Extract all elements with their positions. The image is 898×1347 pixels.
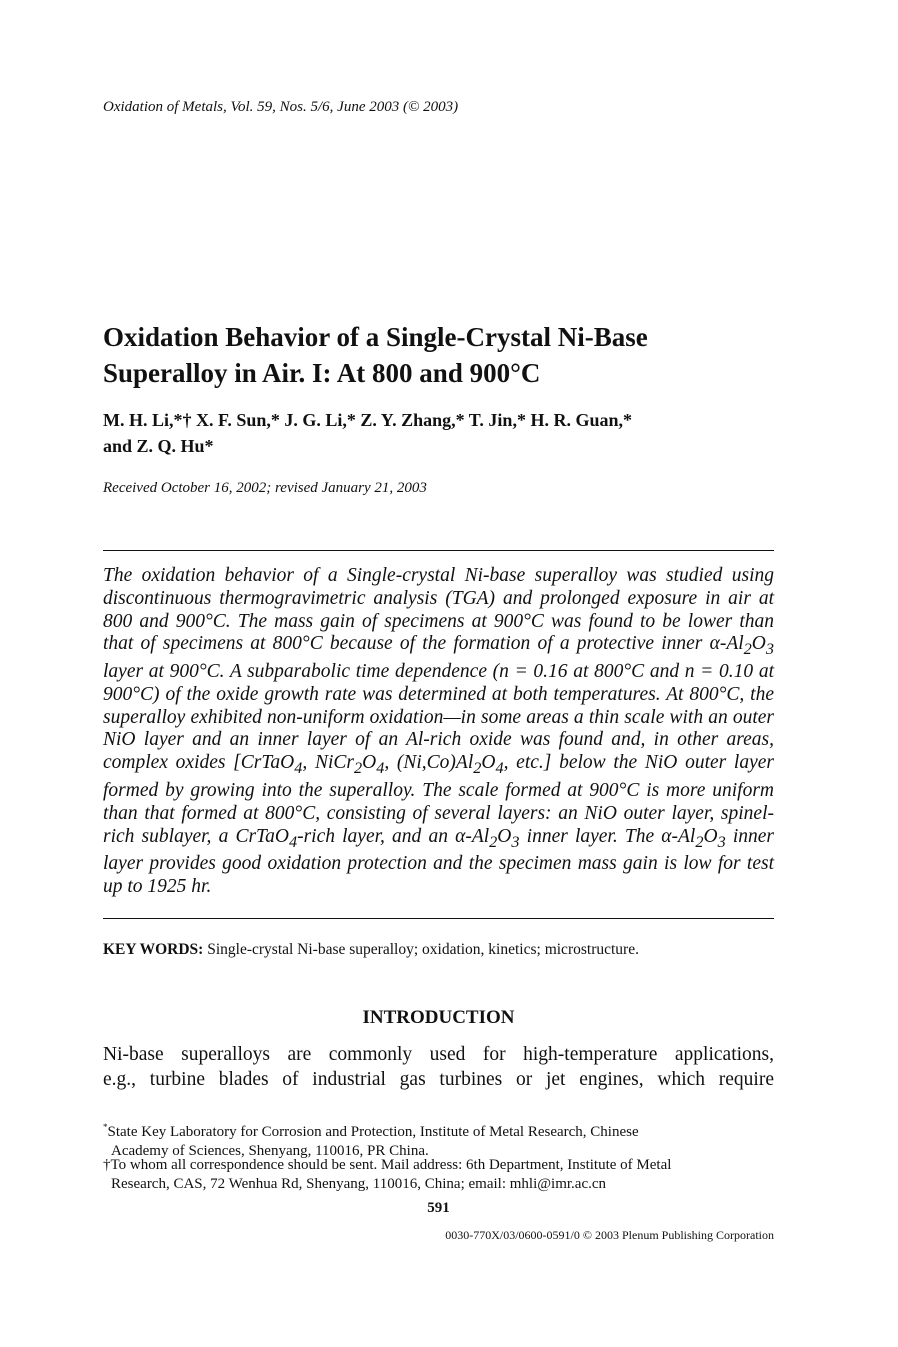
title-line: Oxidation Behavior of a Single-Crystal Ni-Base [103, 322, 648, 352]
journal-citation: Oxidation of Metals, Vol. 59, Nos. 5/6, June 2003 (© 2003) [103, 99, 459, 115]
footnote-text: Research, CAS, 72 Wenhua Rd, Shenyang, 110016, China; email: mhli@imr.ac.cn [111, 1176, 607, 1192]
keywords-text: Single-crystal Ni-base superalloy; oxidation, kinetics; microstructure. [203, 941, 639, 958]
received-dates: Received October 16, 2002; revised January 21, 2003 [103, 480, 427, 496]
subscript: 4 [288, 832, 298, 851]
abstract-text: O [751, 633, 766, 655]
abstract-text: inner layer provides good oxidation protection and the specimen mass gain is low for test up to 1925 hr. [103, 825, 774, 898]
subscript: 2 [473, 759, 482, 778]
subscript: 2 [353, 759, 363, 778]
footnote-text: †To whom all correspondence should be sent. Mail address: 6th Department, Institute of Metal [103, 1157, 672, 1173]
subscript: 2 [489, 832, 498, 851]
subscript: 2 [695, 832, 704, 851]
subscript: 3 [765, 640, 774, 659]
footnote-mark: * [103, 1122, 108, 1132]
abstract-text: -rich layer, and an α-Al [297, 825, 490, 847]
keywords-label: KEY WORDS: [103, 941, 204, 958]
page-number: 591 [427, 1200, 450, 1216]
abstract-text: O [481, 752, 496, 774]
introduction-text [103, 1042, 774, 1092]
abstract-text: The oxidation behavior of a Single-crystal Ni-base superalloy was studied using discontinuous thermogravimetric analysis (TGA) and prolonged exposure in air at 800 and 900°C. The mass gain of specimens at 900°C was found to be lower than that of specimens at 800°C because of the formation of a protective inner α-Al [103, 565, 774, 655]
footnote-text: State Key Laboratory for Corrosion and Protection, Institute of Metal Research, Chinese [107, 1124, 639, 1140]
subscript: 4 [495, 759, 504, 778]
subscript: 3 [717, 832, 726, 851]
title-line: Superalloy in Air. I: At 800 and 900°C [103, 358, 541, 388]
abstract-text: O [703, 825, 718, 847]
authors-line: M. H. Li,*† X. F. Sun,* J. G. Li,* Z. Y. Zhang,* T. Jin,* H. R. Guan,* [103, 410, 632, 430]
keywords [103, 941, 774, 959]
abstract-text: , etc.] below the NiO outer layer formed by growing into the superalloy. The scale formed at 900°C is more uniform than that formed at 800°C, consisting of several layers: an NiO outer layer, spinel-rich sublayer, a CrTaO [103, 752, 774, 847]
abstract-text: O [497, 825, 512, 847]
abstract-top-rule [103, 550, 774, 551]
subscript: 2 [743, 640, 752, 659]
footnote-affiliation [103, 1118, 774, 1161]
copyright-line: 0030-770X/03/0600-0591/0 © 2003 Plenum Publishing Corporation [445, 1228, 774, 1242]
article-title [103, 319, 783, 391]
footnote-correspondence [103, 1156, 774, 1194]
subscript: 4 [376, 759, 385, 778]
abstract-text: inner layer. The α-Al [519, 825, 696, 847]
abstract [103, 565, 774, 899]
authors-line: and Z. Q. Hu* [103, 436, 214, 456]
intro-line: Ni-base superalloys are commonly used for high-temperature applications, [103, 1044, 774, 1065]
author-list [103, 407, 783, 459]
footnote-text: Academy of Sciences, Shenyang, 110016, PR China. [111, 1143, 429, 1159]
abstract-text: layer at 900°C. A subparabolic time dependence (n = 0.16 at 800°C and n = 0.10 at 900°C) of the oxide growth rate was determined at both temperatures. At 800°C, the superalloy exhibited non-uniform oxidation—in some areas a thin scale with an outer NiO layer and an inner layer of an Al-rich oxide was found and, in other areas, complex oxides [CrTaO [103, 661, 774, 774]
abstract-bottom-rule [103, 918, 774, 919]
subscript: 3 [511, 832, 520, 851]
section-heading: INTRODUCTION [362, 1007, 515, 1028]
subscript: 4 [294, 759, 303, 778]
abstract-text: O [362, 752, 377, 774]
intro-line: e.g., turbine blades of industrial gas turbines or jet engines, which require [103, 1069, 774, 1090]
abstract-text: , NiCr [302, 752, 354, 774]
abstract-text: , (Ni,Co)Al [384, 752, 474, 774]
